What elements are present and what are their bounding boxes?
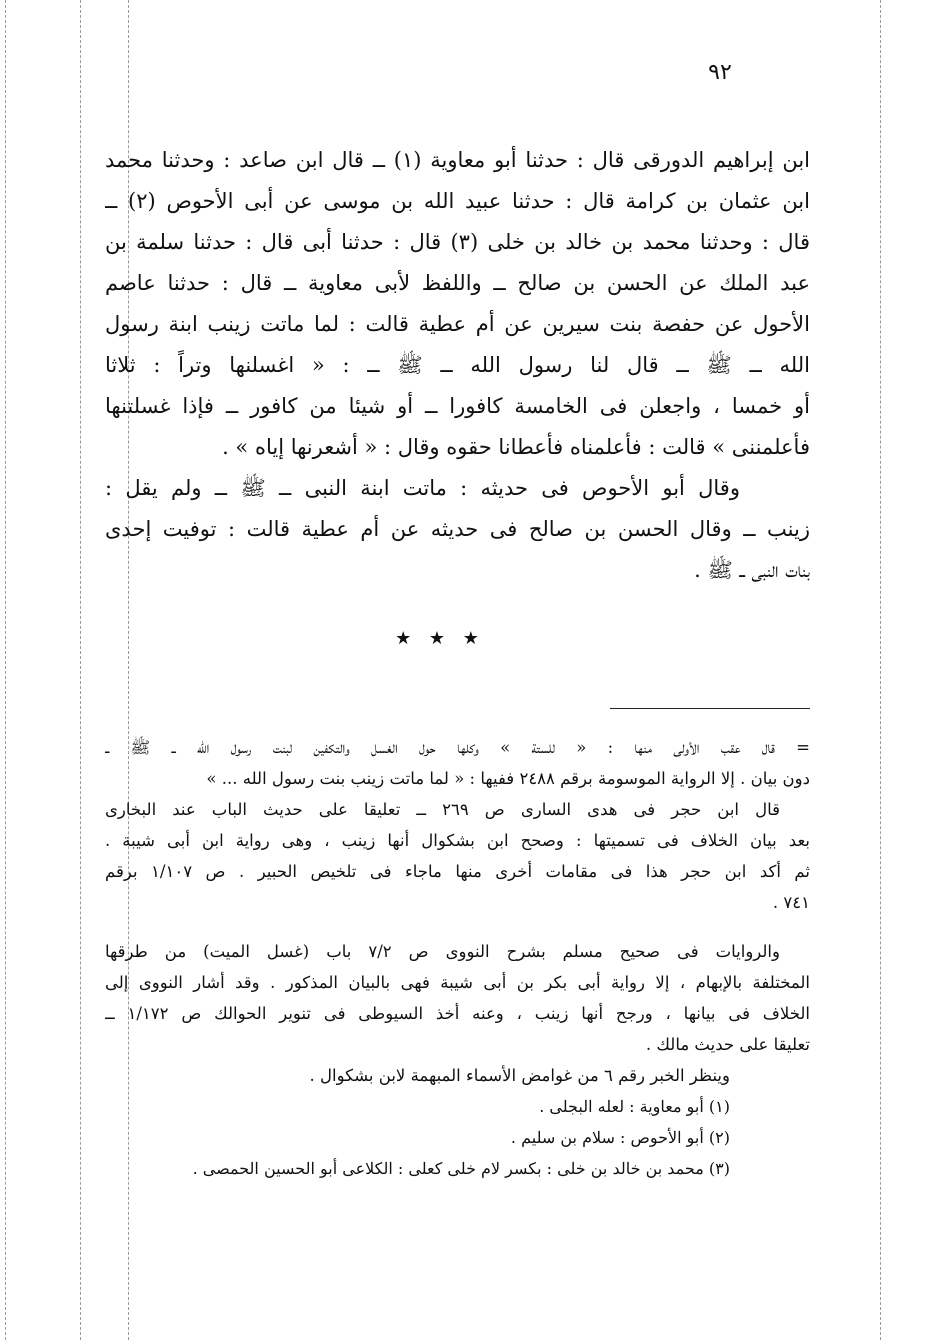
note-line: والروايات فى صحيح مسلم بشرح النووى ص ٧/٢ باب (غسل الميت) من طرقها — [105, 942, 780, 961]
note-line: ثم أكد ابن حجر هذا فى مقامات أخرى منها ماجاء فى تلخيص الحبير . ص ١/١٠٧ برقم — [105, 862, 810, 881]
main-text-line: وقال أبو الأحوص فى حديثه : ماتت ابنة النبى ــ ﷺ ــ ولم يقل : — [105, 476, 740, 500]
section-separator-stars: ★ ★ ★ — [395, 628, 485, 649]
page-number: ٩٢ — [708, 60, 732, 85]
margin-line-inner-left — [80, 0, 81, 1340]
footnotes-area — [105, 732, 810, 1184]
main-text-line: فأعلمننى » قالت : فأعلمناه فأعطانا حقوه وقال : « أشعرنها إياه » . — [222, 435, 810, 459]
main-text-line: بنات النبى ــ ﷺ . — [694, 558, 810, 582]
margin-line-left — [5, 0, 6, 1340]
note-line: = قال عقب الأولى منها : « للستة » وكلها حول الغسل والتكفين لبنت رسول الله ــ ﷺ ــ — [105, 738, 810, 757]
main-text-line: أو خمسا ، واجعلن فى الخامسة كافورا ــ أو شيئا من كافور ــ فإذا غسلتنها — [105, 394, 810, 418]
footnote-2: (٢) أبو الأحوص : سلام بن سليم . — [510, 1128, 730, 1147]
note-line: ٧٤١ . — [772, 893, 810, 912]
note-line: بعد بيان الخلاف فى تسميتها : وصحح ابن بشكوال أنها زينب ، وهى رواية ابن أبى شيبة . — [105, 831, 810, 850]
main-text-line: ابن عثمان بن كرامة قال : حدثنا عبيد الله بن موسى عن أبى الأحوص (٢) ــ — [105, 189, 810, 213]
main-text-line: عبد الملك عن الحسن بن صالح ــ واللفظ لأبى معاوية ــ قال : حدثنا عاصم — [105, 271, 810, 295]
main-text-line: زينب ــ وقال الحسن بن صالح فى حديثه عن أم عطية قالت : توفيت إحدى — [105, 517, 810, 541]
footnote-1: (١) أبو معاوية : لعله البجلى . — [539, 1097, 730, 1116]
note-line: وينظر الخبر رقم ٦ من غوامض الأسماء المبهمة لابن بشكوال . — [309, 1066, 730, 1085]
main-text-line: ابن إبراهيم الدورقى قال : حدثنا أبو معاوية (١) ــ قال ابن صاعد : وحدثنا محمد — [105, 148, 810, 172]
main-text-line: قال : وحدثنا محمد بن خالد بن خلى (٣) قال : حدثنا أبى قال : حدثنا سلمة بن — [105, 230, 810, 254]
margin-line-right — [880, 0, 881, 1340]
main-text-line: الأحول عن حفصة بنت سيرين عن أم عطية قالت : لما ماتت زينب ابنة رسول — [105, 312, 810, 336]
note-line: المختلفة بالإبهام ، إلا رواية أبى بكر بن أبى شيبة فهى بالبيان المذكور . وقد أشار النووى إلى — [105, 973, 810, 992]
main-text — [105, 140, 810, 591]
footnote-divider — [610, 708, 810, 709]
note-line: الخلاف فى بيانها ، ورجح أنها زينب ، وعنه أخذ السيوطى فى تنوير الحوالك ص ١/١٧٢ ــ — [105, 1004, 810, 1023]
footnote-3: (٣) محمد بن خالد بن خلى : بكسر لام خلى كعلى : الكلاعى أبو الحسين الحمصى . — [192, 1159, 730, 1178]
note-line: تعليقا على حديث مالك . — [645, 1035, 810, 1054]
note-line: دون بيان . إلا الرواية الموسومة برقم ٢٤٨٨ ففيها : « لما ماتت زينب بنت رسول الله ... » — [206, 769, 810, 788]
main-text-line: الله ــ ﷺ ــ قال لنا رسول الله ــ ﷺ ــ : « اغسلنها وتراً : ثلاثا — [105, 353, 810, 377]
note-line: قال ابن حجر فى هدى السارى ص ٢٦٩ ــ تعليقا على حديث الباب عند البخارى — [105, 800, 780, 819]
